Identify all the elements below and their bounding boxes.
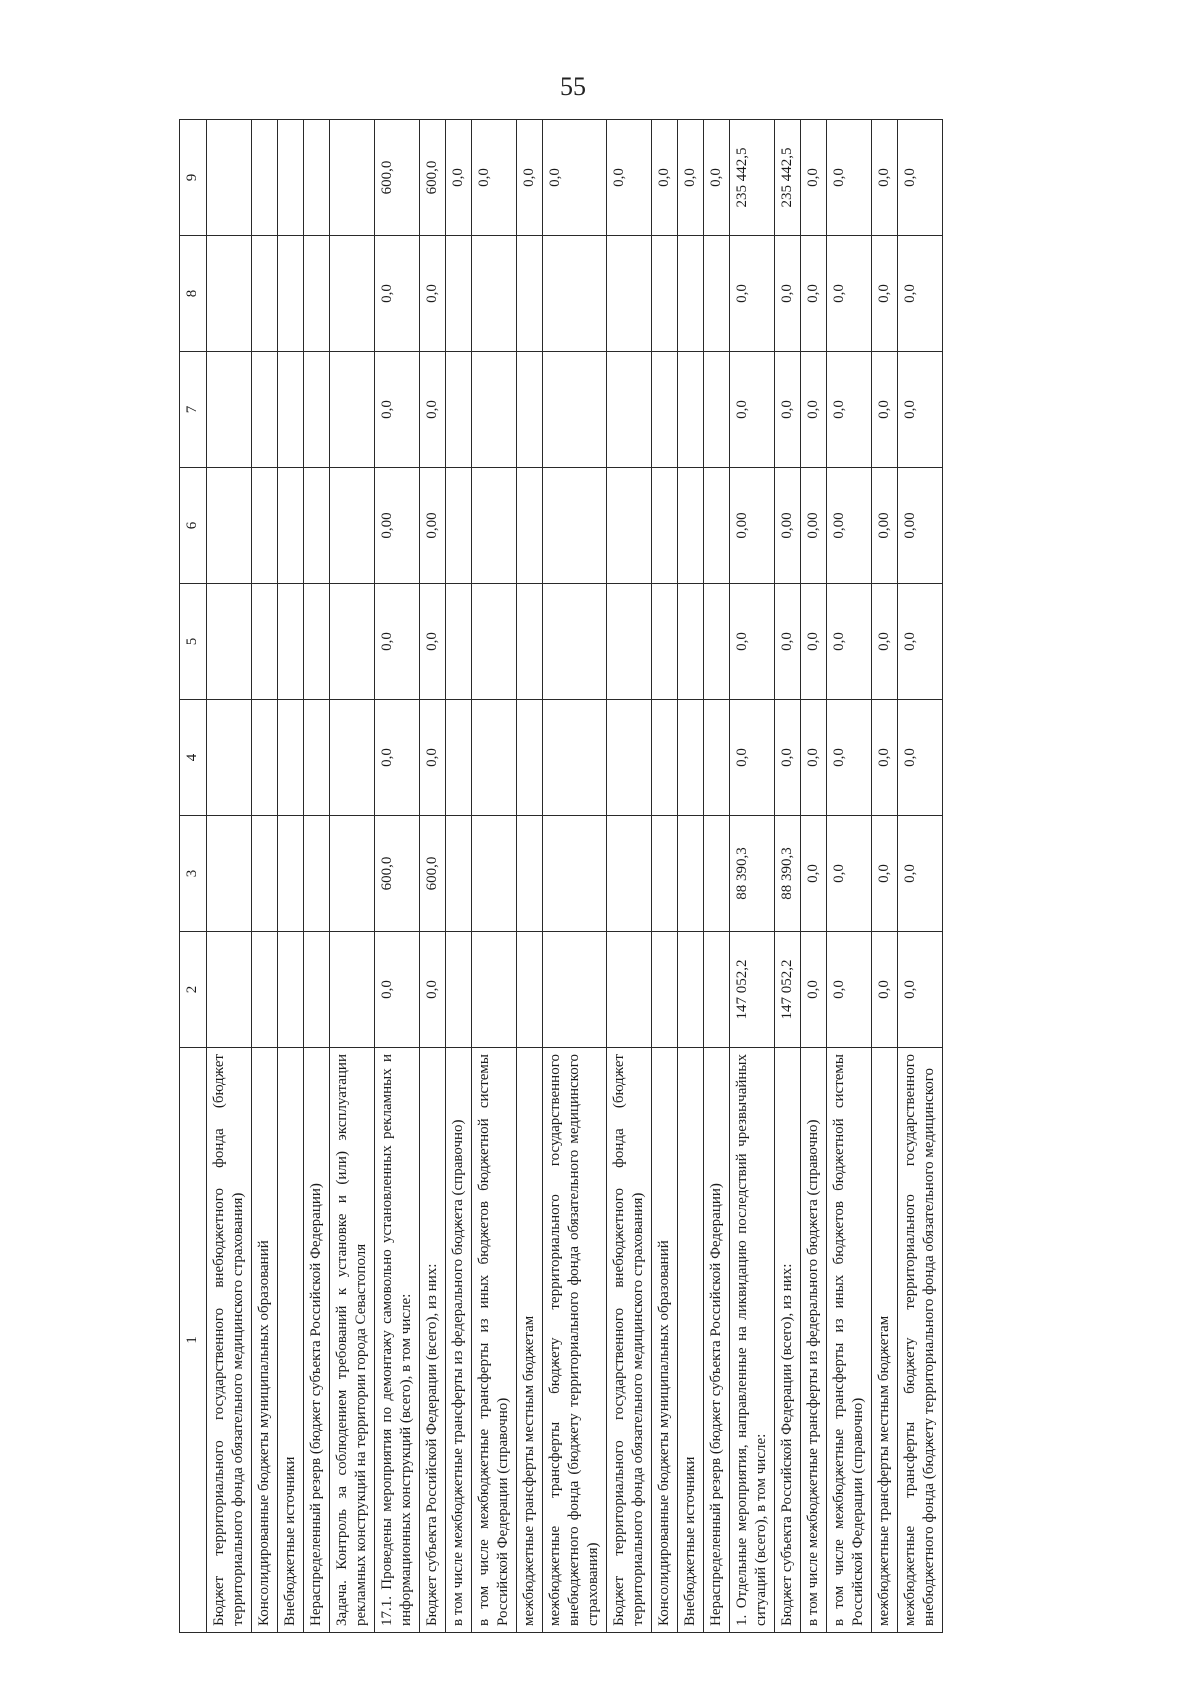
- cell-col-9: 600,0: [420, 120, 446, 236]
- table-row: [678, 120, 704, 1633]
- cell-col-8: [543, 236, 607, 352]
- cell-col-7: 0,0: [872, 352, 898, 468]
- cell-col-3: [252, 816, 278, 932]
- row-label: Нераспределенный резерв (бюджет субъекта Российской Федерации): [704, 1048, 730, 1633]
- cell-col-4: [543, 700, 607, 816]
- cell-col-7: [207, 352, 252, 468]
- table-row: [375, 120, 420, 1633]
- row-label: Консолидированные бюджеты муниципальных образований: [252, 1048, 278, 1633]
- cell-col-7: [304, 352, 330, 468]
- column-header: 7: [180, 352, 207, 468]
- cell-col-6: [207, 468, 252, 584]
- cell-col-9: 0,0: [543, 120, 607, 236]
- cell-col-4: 0,0: [420, 700, 446, 816]
- table-row: [330, 120, 375, 1633]
- row-label: межбюджетные трансферты местным бюджетам: [517, 1048, 543, 1633]
- cell-col-5: 0,0: [375, 584, 420, 700]
- rotated-table-wrapper: [179, 120, 1079, 1633]
- cell-col-2: 0,0: [801, 932, 827, 1048]
- cell-col-7: [704, 352, 730, 468]
- cell-col-8: [652, 236, 678, 352]
- cell-col-3: [543, 816, 607, 932]
- cell-col-2: [678, 932, 704, 1048]
- cell-col-6: [472, 468, 517, 584]
- table-row: [207, 120, 252, 1633]
- cell-col-7: [652, 352, 678, 468]
- row-label: межбюджетные трансферты бюджету территориального государственного внебюджетного фонда (бюджету территориального фонда обязательного медицинского: [898, 1048, 943, 1633]
- cell-col-4: [207, 700, 252, 816]
- cell-col-4: [278, 700, 304, 816]
- table-row: [278, 120, 304, 1633]
- row-label: Внебюджетные источники: [278, 1048, 304, 1633]
- cell-col-5: [278, 584, 304, 700]
- cell-col-9: 0,0: [472, 120, 517, 236]
- table-row: [517, 120, 543, 1633]
- cell-col-6: [678, 468, 704, 584]
- cell-col-7: 0,0: [775, 352, 801, 468]
- cell-col-4: [252, 700, 278, 816]
- row-label: Консолидированные бюджеты муниципальных образований: [652, 1048, 678, 1633]
- cell-col-7: 0,0: [375, 352, 420, 468]
- table-row: [446, 120, 472, 1633]
- cell-col-4: [304, 700, 330, 816]
- cell-col-6: [446, 468, 472, 584]
- cell-col-3: [652, 816, 678, 932]
- table-row: [472, 120, 517, 1633]
- row-label: межбюджетные трансферты бюджету территориального государственного внебюджетного фонда (бюджету территориального фонда обязательного медицинского страхования): [543, 1048, 607, 1633]
- cell-col-8: [304, 236, 330, 352]
- cell-col-5: [472, 584, 517, 700]
- cell-col-8: 0,0: [801, 236, 827, 352]
- cell-col-8: 0,0: [420, 236, 446, 352]
- cell-col-3: [678, 816, 704, 932]
- table-row: [420, 120, 446, 1633]
- cell-col-5: 0,0: [898, 584, 943, 700]
- cell-col-9: 0,0: [898, 120, 943, 236]
- row-label: Бюджет субъекта Российской Федерации (всего), из них:: [420, 1048, 446, 1633]
- cell-col-4: [607, 700, 652, 816]
- cell-col-4: 0,0: [775, 700, 801, 816]
- cell-col-6: [278, 468, 304, 584]
- cell-col-5: [446, 584, 472, 700]
- table-row: [304, 120, 330, 1633]
- cell-col-3: 0,0: [827, 816, 872, 932]
- cell-col-2: [652, 932, 678, 1048]
- row-label: 17.1. Проведены мероприятия по демонтажу самовольно установленных рекламных и информационных конструкций (всего), в том числе:: [375, 1048, 420, 1633]
- cell-col-2: [278, 932, 304, 1048]
- cell-col-6: [517, 468, 543, 584]
- cell-col-5: 0,0: [801, 584, 827, 700]
- cell-col-2: 0,0: [375, 932, 420, 1048]
- row-label: в том числе межбюджетные трансферты из федерального бюджета (справочно): [801, 1048, 827, 1633]
- cell-col-2: [446, 932, 472, 1048]
- table-body: [207, 120, 943, 1633]
- cell-col-2: [607, 932, 652, 1048]
- cell-col-3: 88 390,3: [775, 816, 801, 932]
- cell-col-3: [607, 816, 652, 932]
- cell-col-6: 0,00: [375, 468, 420, 584]
- cell-col-5: [517, 584, 543, 700]
- cell-col-8: 0,0: [872, 236, 898, 352]
- cell-col-7: [278, 352, 304, 468]
- cell-col-2: [543, 932, 607, 1048]
- cell-col-9: 0,0: [827, 120, 872, 236]
- cell-col-9: 0,0: [801, 120, 827, 236]
- cell-col-2: 0,0: [420, 932, 446, 1048]
- cell-col-2: [207, 932, 252, 1048]
- cell-col-9: 235 442,5: [775, 120, 801, 236]
- row-label: 1. Отдельные мероприятия, направленные на ликвидацию последствий чрезвычайных ситуаций (всего), в том числе:: [730, 1048, 775, 1633]
- cell-col-6: 0,00: [827, 468, 872, 584]
- cell-col-3: 600,0: [420, 816, 446, 932]
- row-label: Бюджет субъекта Российской Федерации (всего), из них:: [775, 1048, 801, 1633]
- cell-col-8: [472, 236, 517, 352]
- cell-col-2: [304, 932, 330, 1048]
- cell-col-9: [330, 120, 375, 236]
- cell-col-8: [446, 236, 472, 352]
- cell-col-6: [330, 468, 375, 584]
- cell-col-3: [207, 816, 252, 932]
- table-row: [652, 120, 678, 1633]
- budget-table: [179, 119, 943, 1633]
- table-row: [543, 120, 607, 1633]
- cell-col-2: [330, 932, 375, 1048]
- cell-col-6: 0,00: [801, 468, 827, 584]
- row-label: Задача. Контроль за соблюдением требований к установке и (или) эксплуатации рекламных конструкций на территории города Севастополя: [330, 1048, 375, 1633]
- cell-col-2: 0,0: [872, 932, 898, 1048]
- cell-col-8: 0,0: [775, 236, 801, 352]
- cell-col-5: [330, 584, 375, 700]
- cell-col-7: [607, 352, 652, 468]
- cell-col-5: 0,0: [872, 584, 898, 700]
- cell-col-9: 0,0: [446, 120, 472, 236]
- cell-col-7: [330, 352, 375, 468]
- cell-col-4: 0,0: [872, 700, 898, 816]
- cell-col-8: [207, 236, 252, 352]
- cell-col-5: [543, 584, 607, 700]
- cell-col-3: [330, 816, 375, 932]
- column-header: 6: [180, 468, 207, 584]
- cell-col-7: 0,0: [827, 352, 872, 468]
- row-label: в том числе межбюджетные трансферты из иных бюджетов бюджетной системы Российской Федерации (справочно): [827, 1048, 872, 1633]
- cell-col-6: 0,00: [775, 468, 801, 584]
- cell-col-9: [304, 120, 330, 236]
- cell-col-4: [704, 700, 730, 816]
- cell-col-9: [278, 120, 304, 236]
- row-label: Нераспределенный резерв (бюджет субъекта Российской Федерации): [304, 1048, 330, 1633]
- cell-col-2: [472, 932, 517, 1048]
- table-row: [872, 120, 898, 1633]
- cell-col-3: 88 390,3: [730, 816, 775, 932]
- cell-col-2: [704, 932, 730, 1048]
- cell-col-8: [252, 236, 278, 352]
- cell-col-8: [517, 236, 543, 352]
- cell-col-5: [607, 584, 652, 700]
- cell-col-5: [652, 584, 678, 700]
- cell-col-3: 0,0: [801, 816, 827, 932]
- cell-col-6: [704, 468, 730, 584]
- cell-col-6: [607, 468, 652, 584]
- column-header: 8: [180, 236, 207, 352]
- column-header: 4: [180, 700, 207, 816]
- cell-col-2: 147 052,2: [775, 932, 801, 1048]
- table-row: [827, 120, 872, 1633]
- cell-col-2: [252, 932, 278, 1048]
- cell-col-4: 0,0: [827, 700, 872, 816]
- cell-col-5: [678, 584, 704, 700]
- cell-col-7: [252, 352, 278, 468]
- cell-col-3: [278, 816, 304, 932]
- cell-col-3: [704, 816, 730, 932]
- cell-col-4: [330, 700, 375, 816]
- cell-col-7: [678, 352, 704, 468]
- cell-col-8: [704, 236, 730, 352]
- cell-col-4: 0,0: [801, 700, 827, 816]
- cell-col-9: [207, 120, 252, 236]
- cell-col-7: [543, 352, 607, 468]
- row-label: межбюджетные трансферты местным бюджетам: [872, 1048, 898, 1633]
- cell-col-2: 0,0: [827, 932, 872, 1048]
- cell-col-8: 0,0: [375, 236, 420, 352]
- cell-col-4: [472, 700, 517, 816]
- cell-col-3: [304, 816, 330, 932]
- cell-col-7: [517, 352, 543, 468]
- cell-col-9: 0,0: [607, 120, 652, 236]
- table-row: [801, 120, 827, 1633]
- column-header: 2: [180, 932, 207, 1048]
- row-label: в том числе межбюджетные трансферты из федерального бюджета (справочно): [446, 1048, 472, 1633]
- cell-col-3: 0,0: [898, 816, 943, 932]
- cell-col-2: 147 052,2: [730, 932, 775, 1048]
- row-label: Бюджет территориального государственного внебюджетного фонда (бюджет территориального фонда обязательного медицинского страхования): [607, 1048, 652, 1633]
- cell-col-2: 0,0: [898, 932, 943, 1048]
- table-row: [730, 120, 775, 1633]
- cell-col-6: [543, 468, 607, 584]
- column-header: 5: [180, 584, 207, 700]
- cell-col-9: 0,0: [517, 120, 543, 236]
- cell-col-2: [517, 932, 543, 1048]
- cell-col-5: 0,0: [730, 584, 775, 700]
- cell-col-6: 0,00: [420, 468, 446, 584]
- cell-col-8: 0,0: [898, 236, 943, 352]
- table-row: [607, 120, 652, 1633]
- row-label: в том числе межбюджетные трансферты из иных бюджетов бюджетной системы Российской Федерации (справочно): [472, 1048, 517, 1633]
- cell-col-7: [472, 352, 517, 468]
- cell-col-9: 600,0: [375, 120, 420, 236]
- cell-col-9: 0,0: [872, 120, 898, 236]
- cell-col-3: [517, 816, 543, 932]
- row-label: Бюджет территориального государственного внебюджетного фонда (бюджет территориального фонда обязательного медицинского страхования): [207, 1048, 252, 1633]
- column-number-row: [180, 120, 207, 1633]
- cell-col-6: 0,00: [730, 468, 775, 584]
- cell-col-9: 0,0: [678, 120, 704, 236]
- cell-col-8: [607, 236, 652, 352]
- column-header: 1: [180, 1048, 207, 1633]
- cell-col-9: [252, 120, 278, 236]
- cell-col-6: [252, 468, 278, 584]
- cell-col-8: [330, 236, 375, 352]
- row-label: Внебюджетные источники: [678, 1048, 704, 1633]
- cell-col-3: [472, 816, 517, 932]
- cell-col-4: 0,0: [375, 700, 420, 816]
- cell-col-8: 0,0: [730, 236, 775, 352]
- cell-col-5: [252, 584, 278, 700]
- table-row: [775, 120, 801, 1633]
- table-row: [704, 120, 730, 1633]
- cell-col-4: [652, 700, 678, 816]
- column-header: 3: [180, 816, 207, 932]
- cell-col-7: 0,0: [730, 352, 775, 468]
- cell-col-5: [207, 584, 252, 700]
- cell-col-5: 0,0: [420, 584, 446, 700]
- table-row: [252, 120, 278, 1633]
- cell-col-5: [704, 584, 730, 700]
- cell-col-5: 0,0: [827, 584, 872, 700]
- page-number: 55: [560, 72, 586, 101]
- cell-col-7: 0,0: [801, 352, 827, 468]
- cell-col-6: [652, 468, 678, 584]
- cell-col-7: 0,0: [420, 352, 446, 468]
- cell-col-9: 235 442,5: [730, 120, 775, 236]
- cell-col-9: 0,0: [652, 120, 678, 236]
- cell-col-6: 0,00: [872, 468, 898, 584]
- cell-col-3: 0,0: [872, 816, 898, 932]
- cell-col-5: [304, 584, 330, 700]
- cell-col-9: 0,0: [704, 120, 730, 236]
- cell-col-6: 0,00: [898, 468, 943, 584]
- cell-col-8: [278, 236, 304, 352]
- cell-col-4: 0,0: [898, 700, 943, 816]
- cell-col-3: [446, 816, 472, 932]
- cell-col-7: 0,0: [898, 352, 943, 468]
- cell-col-4: [678, 700, 704, 816]
- table-row: [898, 120, 943, 1633]
- cell-col-7: [446, 352, 472, 468]
- cell-col-4: [517, 700, 543, 816]
- cell-col-4: [446, 700, 472, 816]
- cell-col-5: 0,0: [775, 584, 801, 700]
- column-header: 9: [180, 120, 207, 236]
- cell-col-6: [304, 468, 330, 584]
- cell-col-8: 0,0: [827, 236, 872, 352]
- cell-col-4: 0,0: [730, 700, 775, 816]
- cell-col-3: 600,0: [375, 816, 420, 932]
- cell-col-8: [678, 236, 704, 352]
